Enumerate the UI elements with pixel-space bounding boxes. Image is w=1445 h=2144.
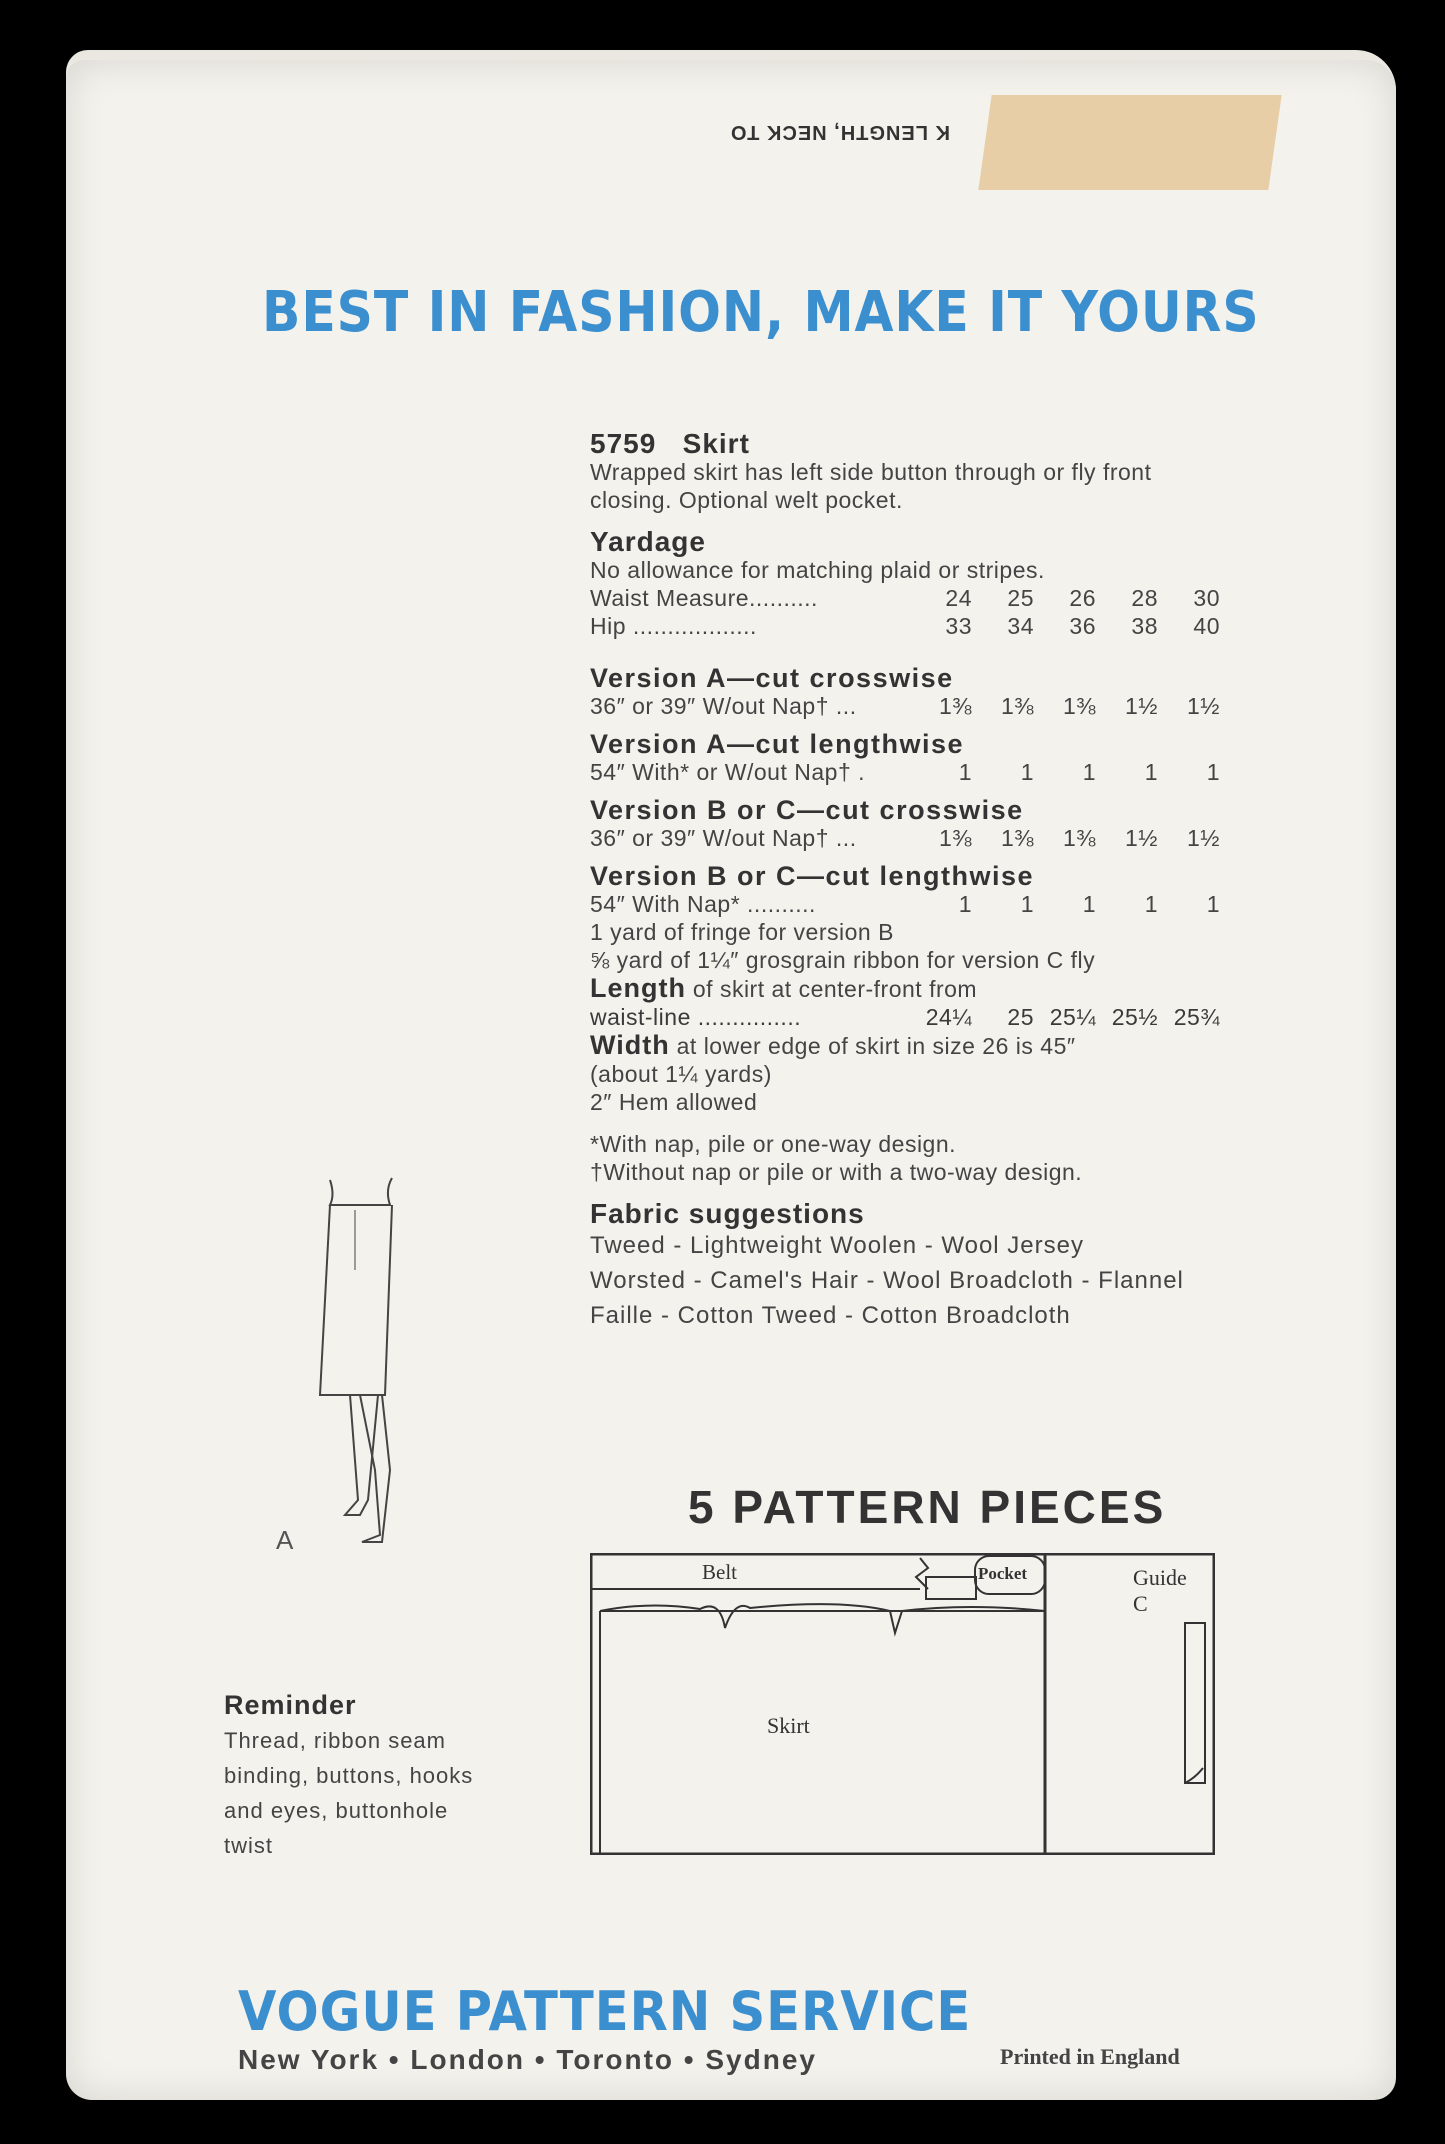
measure-value: 30 <box>1193 585 1220 611</box>
version-value: 1⅜ <box>1063 825 1096 851</box>
version-value: 1⅜ <box>1063 693 1096 719</box>
version-value: 1 <box>958 891 972 917</box>
length-value: 25¼ <box>1049 1004 1096 1030</box>
version-value: 1½ <box>1125 825 1158 851</box>
version-label: 54″ With Nap* .......... <box>590 891 816 917</box>
printed-in: Printed in England <box>1000 2044 1180 2069</box>
version-value: 1 <box>1020 891 1034 917</box>
length-value: 25 <box>1007 1004 1034 1030</box>
version-label: 54″ With* or W/out Nap† . <box>590 759 866 785</box>
version-label: 36″ or 39″ W/out Nap† ... <box>590 693 857 719</box>
skirt-label: Skirt <box>767 1713 810 1738</box>
version-row <box>590 824 1220 852</box>
version-heading: Version B or C—cut lengthwise <box>590 861 1035 891</box>
pattern-details <box>590 430 1220 1333</box>
version-value: 1 <box>958 759 972 785</box>
pocket-label: Pocket <box>978 1564 1028 1583</box>
pattern-pieces-diagram <box>590 1553 1215 1855</box>
measure-table <box>590 584 1220 640</box>
measure-value: 26 <box>1069 585 1096 611</box>
measure-value: 33 <box>945 613 972 639</box>
width-text: at lower edge of skirt in size 26 is 45″ <box>676 1033 1076 1059</box>
version-value: 1⅜ <box>1001 693 1034 719</box>
version-value: 1 <box>1206 891 1220 917</box>
width-note: (about 1¼ yards) <box>590 1061 772 1087</box>
measure-label: Hip .................. <box>590 613 757 639</box>
length-text: of skirt at center-front from <box>692 976 978 1002</box>
fabric-suggestions <box>590 1200 1220 1333</box>
yardage-note: No allowance for matching plaid or stripes. <box>590 557 1045 583</box>
version-value: 1½ <box>1187 825 1220 851</box>
version-value: 1 <box>1206 759 1220 785</box>
belt-tab <box>926 1577 976 1599</box>
length-label: waist-line ............... <box>590 1004 802 1030</box>
reminder-text: Thread, ribbon seam binding, buttons, hooks and eyes, buttonhole twist <box>224 1728 474 1858</box>
guide-curve <box>1185 1768 1203 1783</box>
version-row <box>590 758 1220 786</box>
measure-value: 40 <box>1193 613 1220 639</box>
diagram-border <box>591 1554 1214 1854</box>
measure-value: 34 <box>1007 613 1034 639</box>
version-value: 1 <box>1020 759 1034 785</box>
pattern-name: Skirt <box>682 428 750 459</box>
guide-label: Guide <box>1133 1565 1187 1590</box>
measure-value: 38 <box>1131 613 1158 639</box>
reminder-title: Reminder <box>224 1690 357 1720</box>
extra-ribbon: ⅝ yard of 1¼″ grosgrain ribbon for version C fly <box>590 947 1096 973</box>
version-value: 1 <box>1082 891 1096 917</box>
illustration-label: A <box>276 1525 294 1555</box>
guide-version-label: C <box>1133 1591 1148 1616</box>
measure-row <box>590 612 1220 640</box>
footer-title: VOGUE PATTERN SERVICE <box>238 1980 972 2043</box>
reminder-box <box>224 1688 499 1863</box>
footnote-no-nap: †Without nap or pile or with a two-way design. <box>590 1159 1083 1185</box>
version-value: 1½ <box>1125 693 1158 719</box>
fabric-line: Tweed - Lightweight Woolen - Wool Jersey <box>590 1232 1084 1259</box>
fabric-line: Faille - Cotton Tweed - Cotton Broadcloth <box>590 1302 1071 1329</box>
version-value: 1½ <box>1187 693 1220 719</box>
version-heading: Version B or C—cut crosswise <box>590 795 1024 825</box>
fabric-title: Fabric suggestions <box>590 1198 865 1229</box>
flap-text: K LENGTH, NECK TO <box>730 121 950 143</box>
guide-piece <box>1185 1623 1205 1783</box>
extra-fringe: 1 yard of fringe for version B <box>590 919 894 945</box>
pattern-description: Wrapped skirt has left side button through or fly front closing. Optional welt pocket. <box>590 459 1152 513</box>
length-value: 25½ <box>1111 1004 1158 1030</box>
measure-value: 28 <box>1131 585 1158 611</box>
hem-note: 2″ Hem allowed <box>590 1089 758 1115</box>
tape-strip <box>978 95 1281 190</box>
width-title: Width <box>590 1030 670 1060</box>
measure-row <box>590 584 1220 612</box>
version-heading: Version A—cut lengthwise <box>590 729 965 759</box>
length-row <box>590 1003 1220 1031</box>
fabric-line: Worsted - Camel's Hair - Wool Broadcloth - Flannel <box>590 1267 1184 1294</box>
version-heading: Version A—cut crosswise <box>590 663 954 693</box>
version-row <box>590 692 1220 720</box>
version-value: 1⅜ <box>939 693 972 719</box>
version-value: 1 <box>1144 891 1158 917</box>
version-value: 1 <box>1144 759 1158 785</box>
measure-value: 25 <box>1007 585 1034 611</box>
pattern-heading <box>590 430 1220 458</box>
version-row <box>590 890 1220 918</box>
length-title: Length <box>590 973 686 1003</box>
page-title: BEST IN FASHION, MAKE IT YOURS <box>262 280 1260 345</box>
measure-value: 24 <box>945 585 972 611</box>
measure-value: 36 <box>1069 613 1096 639</box>
skirt-waist-curve <box>600 1604 1045 1633</box>
yardage-title: Yardage <box>590 526 706 557</box>
version-value: 1 <box>1082 759 1096 785</box>
belt-label: Belt <box>702 1560 737 1584</box>
pattern-number: 5759 <box>590 428 657 459</box>
version-table <box>590 664 1220 918</box>
pattern-pieces-title: 5 PATTERN PIECES <box>688 1481 1167 1533</box>
version-value: 1⅜ <box>939 825 972 851</box>
skirt-illustration <box>300 1170 410 1560</box>
measure-label: Waist Measure.......... <box>590 585 818 611</box>
length-value: 25¾ <box>1173 1004 1220 1030</box>
footnote-nap: *With nap, pile or one-way design. <box>590 1131 957 1157</box>
version-value: 1⅜ <box>1001 825 1034 851</box>
length-value: 24¼ <box>925 1004 972 1030</box>
version-label: 36″ or 39″ W/out Nap† ... <box>590 825 857 851</box>
footer-cities: New York • London • Toronto • Sydney <box>238 2044 817 2075</box>
